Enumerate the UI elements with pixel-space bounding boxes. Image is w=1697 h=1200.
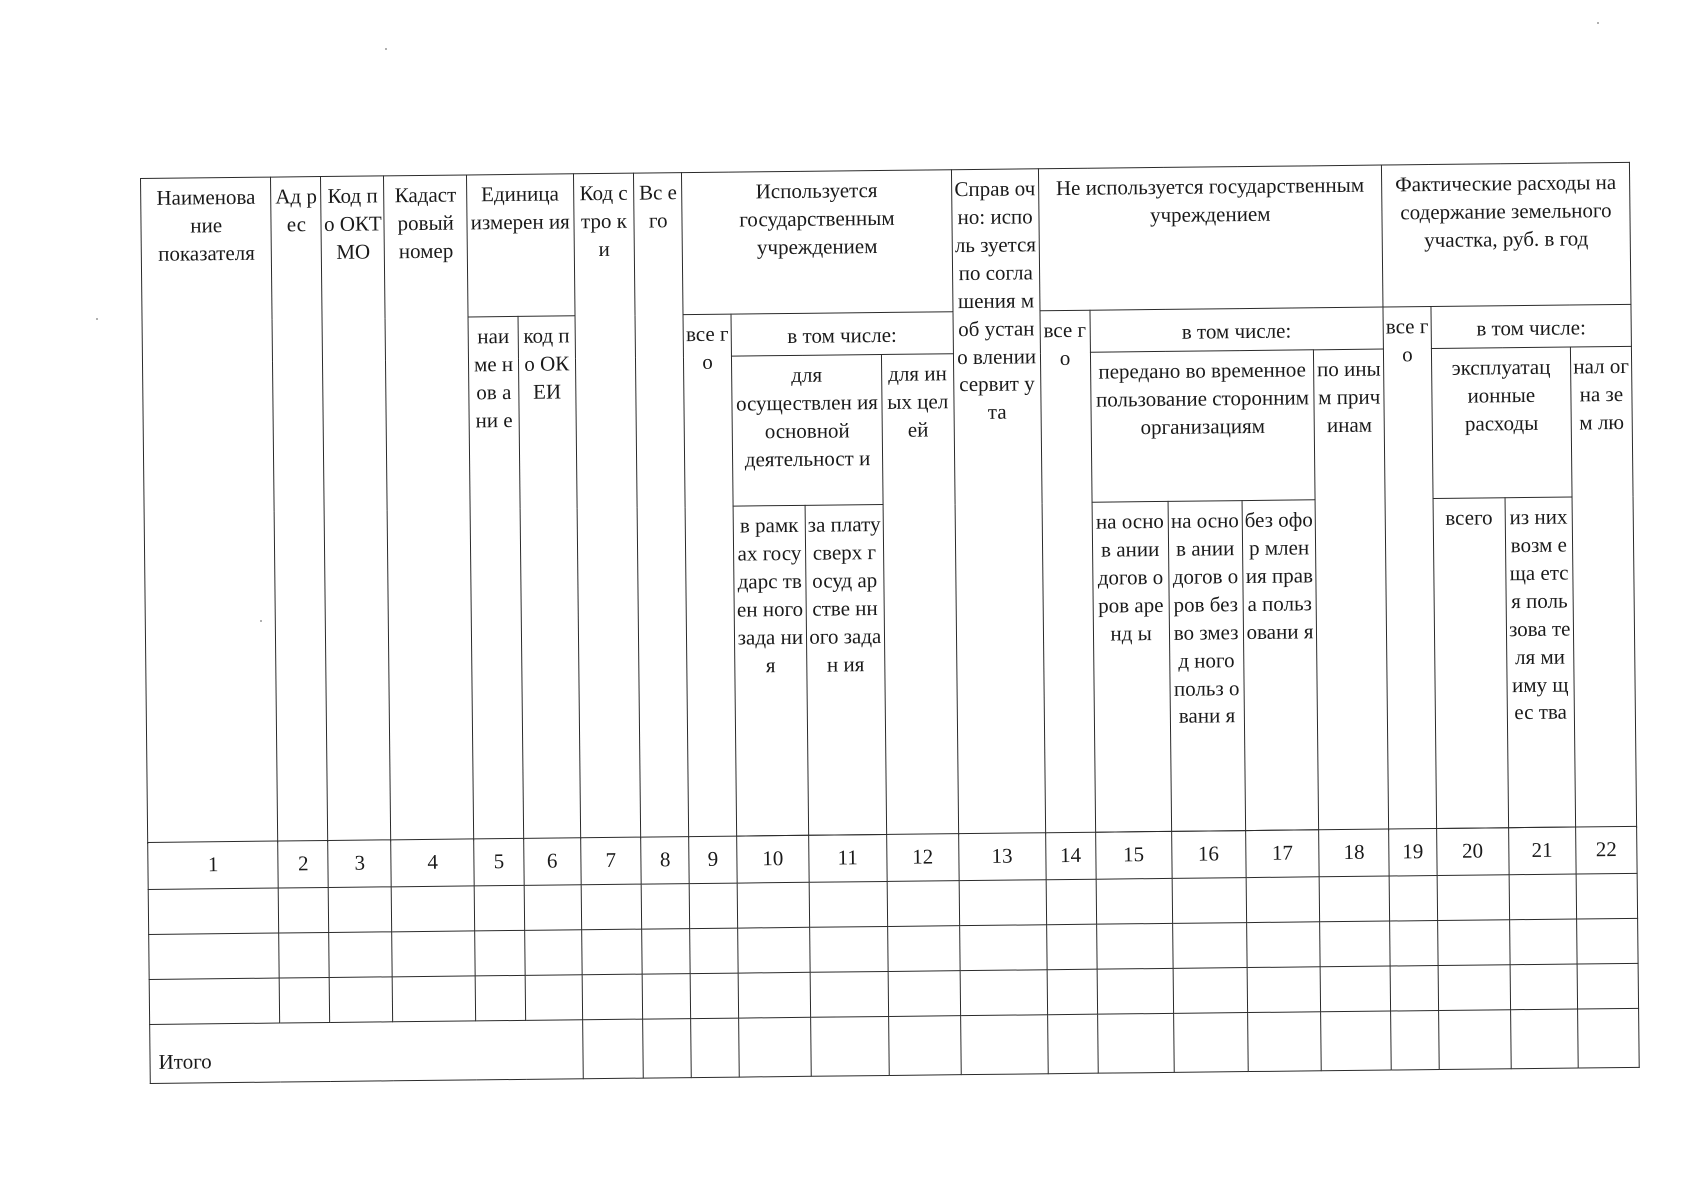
column-number: 8	[641, 837, 689, 885]
header-other-purposes: для иных целей	[881, 354, 958, 835]
empty-cell	[149, 978, 280, 1024]
column-number: 11	[808, 834, 887, 882]
empty-cell	[1577, 963, 1639, 1009]
empty-cell	[524, 885, 581, 931]
empty-cell	[1389, 876, 1437, 922]
empty-cell	[279, 932, 329, 978]
empty-cell	[1320, 921, 1390, 967]
column-number: 17	[1245, 830, 1319, 878]
column-number: 9	[689, 836, 737, 884]
column-number: 14	[1045, 832, 1095, 880]
scan-speck	[260, 620, 262, 622]
empty-cell	[643, 1019, 691, 1079]
column-number: 4	[391, 839, 474, 887]
column-number: 10	[737, 835, 809, 883]
empty-cell	[889, 1016, 961, 1076]
empty-cell	[392, 886, 475, 932]
column-number: 12	[887, 834, 959, 882]
column-number: 1	[148, 841, 279, 889]
empty-cell	[643, 974, 691, 1020]
header-servitude-reference: Справ очно: исполь зуется по согла шения м об устано влении сервит ута	[951, 169, 1045, 834]
header-without-formal-right: без офор млен ия права польз овани я	[1242, 500, 1319, 831]
empty-cell	[739, 1017, 811, 1077]
scan-speck	[96, 318, 98, 320]
column-number: 3	[328, 840, 392, 888]
empty-cell	[280, 977, 330, 1023]
column-number: 16	[1171, 831, 1245, 879]
empty-cell	[581, 929, 642, 975]
header-unit-of-measure: Единица измерен ия	[467, 174, 575, 317]
empty-cell	[582, 974, 643, 1020]
empty-cell	[1321, 966, 1391, 1012]
empty-cell	[582, 1019, 643, 1079]
empty-cell	[959, 880, 1046, 926]
total-row-label: Итого	[150, 1020, 583, 1084]
empty-cell	[1320, 876, 1390, 922]
header-operational-total: всего	[1433, 498, 1508, 829]
empty-cell	[887, 881, 959, 927]
scan-speck	[385, 48, 387, 50]
empty-cell	[474, 885, 524, 931]
land-plot-usage-table	[140, 162, 1640, 1084]
header-indicator-name: Наименова ние показателя	[141, 177, 279, 842]
empty-cell	[1172, 923, 1246, 969]
empty-cell	[888, 926, 960, 972]
empty-cell	[1437, 920, 1509, 966]
header-address: Ад рес	[271, 177, 328, 842]
header-within-state-assignment: в рамк ах госу дарс твен ного зада ния	[733, 505, 808, 836]
empty-cell	[737, 882, 809, 928]
empty-cell	[1046, 879, 1096, 925]
header-unit-okei: код по ОК ЕИ	[518, 316, 580, 839]
empty-cell	[1509, 919, 1577, 965]
header-total: Вс его	[634, 173, 689, 837]
empty-cell	[1321, 1011, 1391, 1071]
header-unit-name: наи ме нов ани е	[468, 316, 524, 839]
column-number: 6	[524, 838, 581, 886]
header-row-code: Код стро ки	[573, 173, 641, 838]
empty-cell	[1438, 1010, 1510, 1070]
empty-cell	[1247, 967, 1321, 1013]
empty-cell	[959, 925, 1046, 971]
header-reimbursed-by-users: из них возм еща ется поль зова теля ми иму щес тва	[1505, 497, 1576, 828]
empty-cell	[809, 926, 888, 972]
empty-cell	[392, 931, 475, 977]
empty-cell	[642, 929, 690, 975]
empty-cell	[1047, 969, 1097, 1015]
empty-cell	[525, 975, 582, 1021]
empty-cell	[738, 927, 810, 973]
column-number: 15	[1095, 831, 1172, 879]
empty-cell	[1390, 966, 1438, 1012]
empty-cell	[810, 1016, 889, 1076]
empty-cell	[888, 971, 960, 1017]
empty-cell	[581, 884, 642, 930]
empty-cell	[690, 928, 738, 974]
column-number: 19	[1389, 829, 1437, 877]
column-number: 21	[1508, 827, 1576, 875]
empty-cell	[1246, 922, 1320, 968]
empty-cell	[689, 883, 737, 929]
empty-cell	[393, 976, 476, 1022]
empty-cell	[149, 933, 280, 979]
header-not-used-by-institution: Не используется государственным учреждением	[1038, 165, 1383, 311]
empty-cell	[1510, 964, 1578, 1010]
header-other-reasons: по иным прич инам	[1314, 349, 1389, 830]
header-expenses-including: в том числе:	[1431, 304, 1632, 348]
empty-cell	[1246, 877, 1320, 923]
empty-cell	[960, 970, 1047, 1016]
empty-cell	[1097, 1013, 1174, 1073]
header-main-activity: для осуществлен ия основной деятельност и	[731, 354, 883, 506]
empty-cell	[1578, 1008, 1640, 1068]
empty-cell	[1097, 968, 1174, 1014]
empty-cell	[475, 930, 525, 976]
scan-speck	[1597, 22, 1599, 24]
empty-cell	[810, 971, 889, 1017]
empty-cell	[1096, 878, 1173, 924]
empty-cell	[148, 888, 279, 934]
column-number: 18	[1319, 829, 1389, 877]
empty-cell	[329, 932, 393, 978]
header-land-tax: нал ог на зем лю	[1570, 346, 1636, 827]
empty-cell	[525, 930, 582, 976]
column-number: 13	[958, 833, 1045, 881]
empty-cell	[960, 1015, 1048, 1075]
empty-cell	[279, 888, 329, 934]
header-cadastral-number: Кадаст ровый номер	[384, 175, 474, 840]
column-number: 5	[474, 838, 524, 886]
empty-cell	[1390, 921, 1438, 967]
header-transferred-temporary-use: передано во временное пользование сторонним организациям	[1090, 350, 1315, 502]
empty-cell	[642, 884, 690, 930]
header-unused-total: все го	[1040, 310, 1096, 833]
header-free-use-agreements: на основ ании догов оров безво змезд ного польз овани я	[1168, 501, 1245, 832]
column-number: 2	[278, 841, 328, 889]
column-number: 7	[580, 837, 641, 885]
header-expenses-total: все го	[1383, 307, 1436, 829]
header-used-total: все го	[683, 314, 736, 836]
empty-cell	[1509, 874, 1577, 920]
empty-cell	[330, 977, 394, 1023]
empty-cell	[1577, 918, 1639, 964]
empty-cell	[475, 975, 525, 1021]
empty-cell	[1173, 968, 1247, 1014]
header-used-by-institution: Используется государственным учреждением	[682, 170, 953, 315]
empty-cell	[1576, 873, 1638, 919]
empty-cell	[1046, 924, 1096, 970]
empty-cell	[329, 887, 393, 933]
header-operational-expenses: эксплуатац ионные расходы	[1431, 347, 1572, 498]
empty-cell	[1172, 878, 1246, 924]
empty-cell	[738, 972, 810, 1018]
empty-cell	[691, 1018, 739, 1078]
empty-cell	[1247, 1012, 1322, 1072]
empty-cell	[809, 881, 888, 927]
form-sheet	[140, 162, 1640, 1084]
header-unused-including: в том числе:	[1090, 307, 1384, 352]
header-used-including: в том числе:	[731, 312, 953, 356]
header-oktmo-code: Код по ОКТ МО	[321, 176, 391, 841]
column-number: 22	[1576, 826, 1638, 874]
header-paid-above-assignment: за плату сверх госуд арстве нного задан ия	[805, 504, 887, 835]
empty-cell	[1510, 1009, 1578, 1069]
header-lease-agreements: на основ ании догов оров аренд ы	[1092, 501, 1172, 832]
empty-cell	[1096, 923, 1173, 969]
empty-cell	[1173, 1013, 1248, 1073]
empty-cell	[1391, 1010, 1439, 1070]
header-actual-expenses: Фактические расходы на содержание земельного участка, руб. в год	[1381, 162, 1630, 307]
empty-cell	[1437, 875, 1509, 921]
empty-cell	[690, 973, 738, 1019]
column-number: 20	[1436, 828, 1508, 876]
empty-cell	[1047, 1014, 1098, 1074]
empty-cell	[1438, 965, 1510, 1011]
